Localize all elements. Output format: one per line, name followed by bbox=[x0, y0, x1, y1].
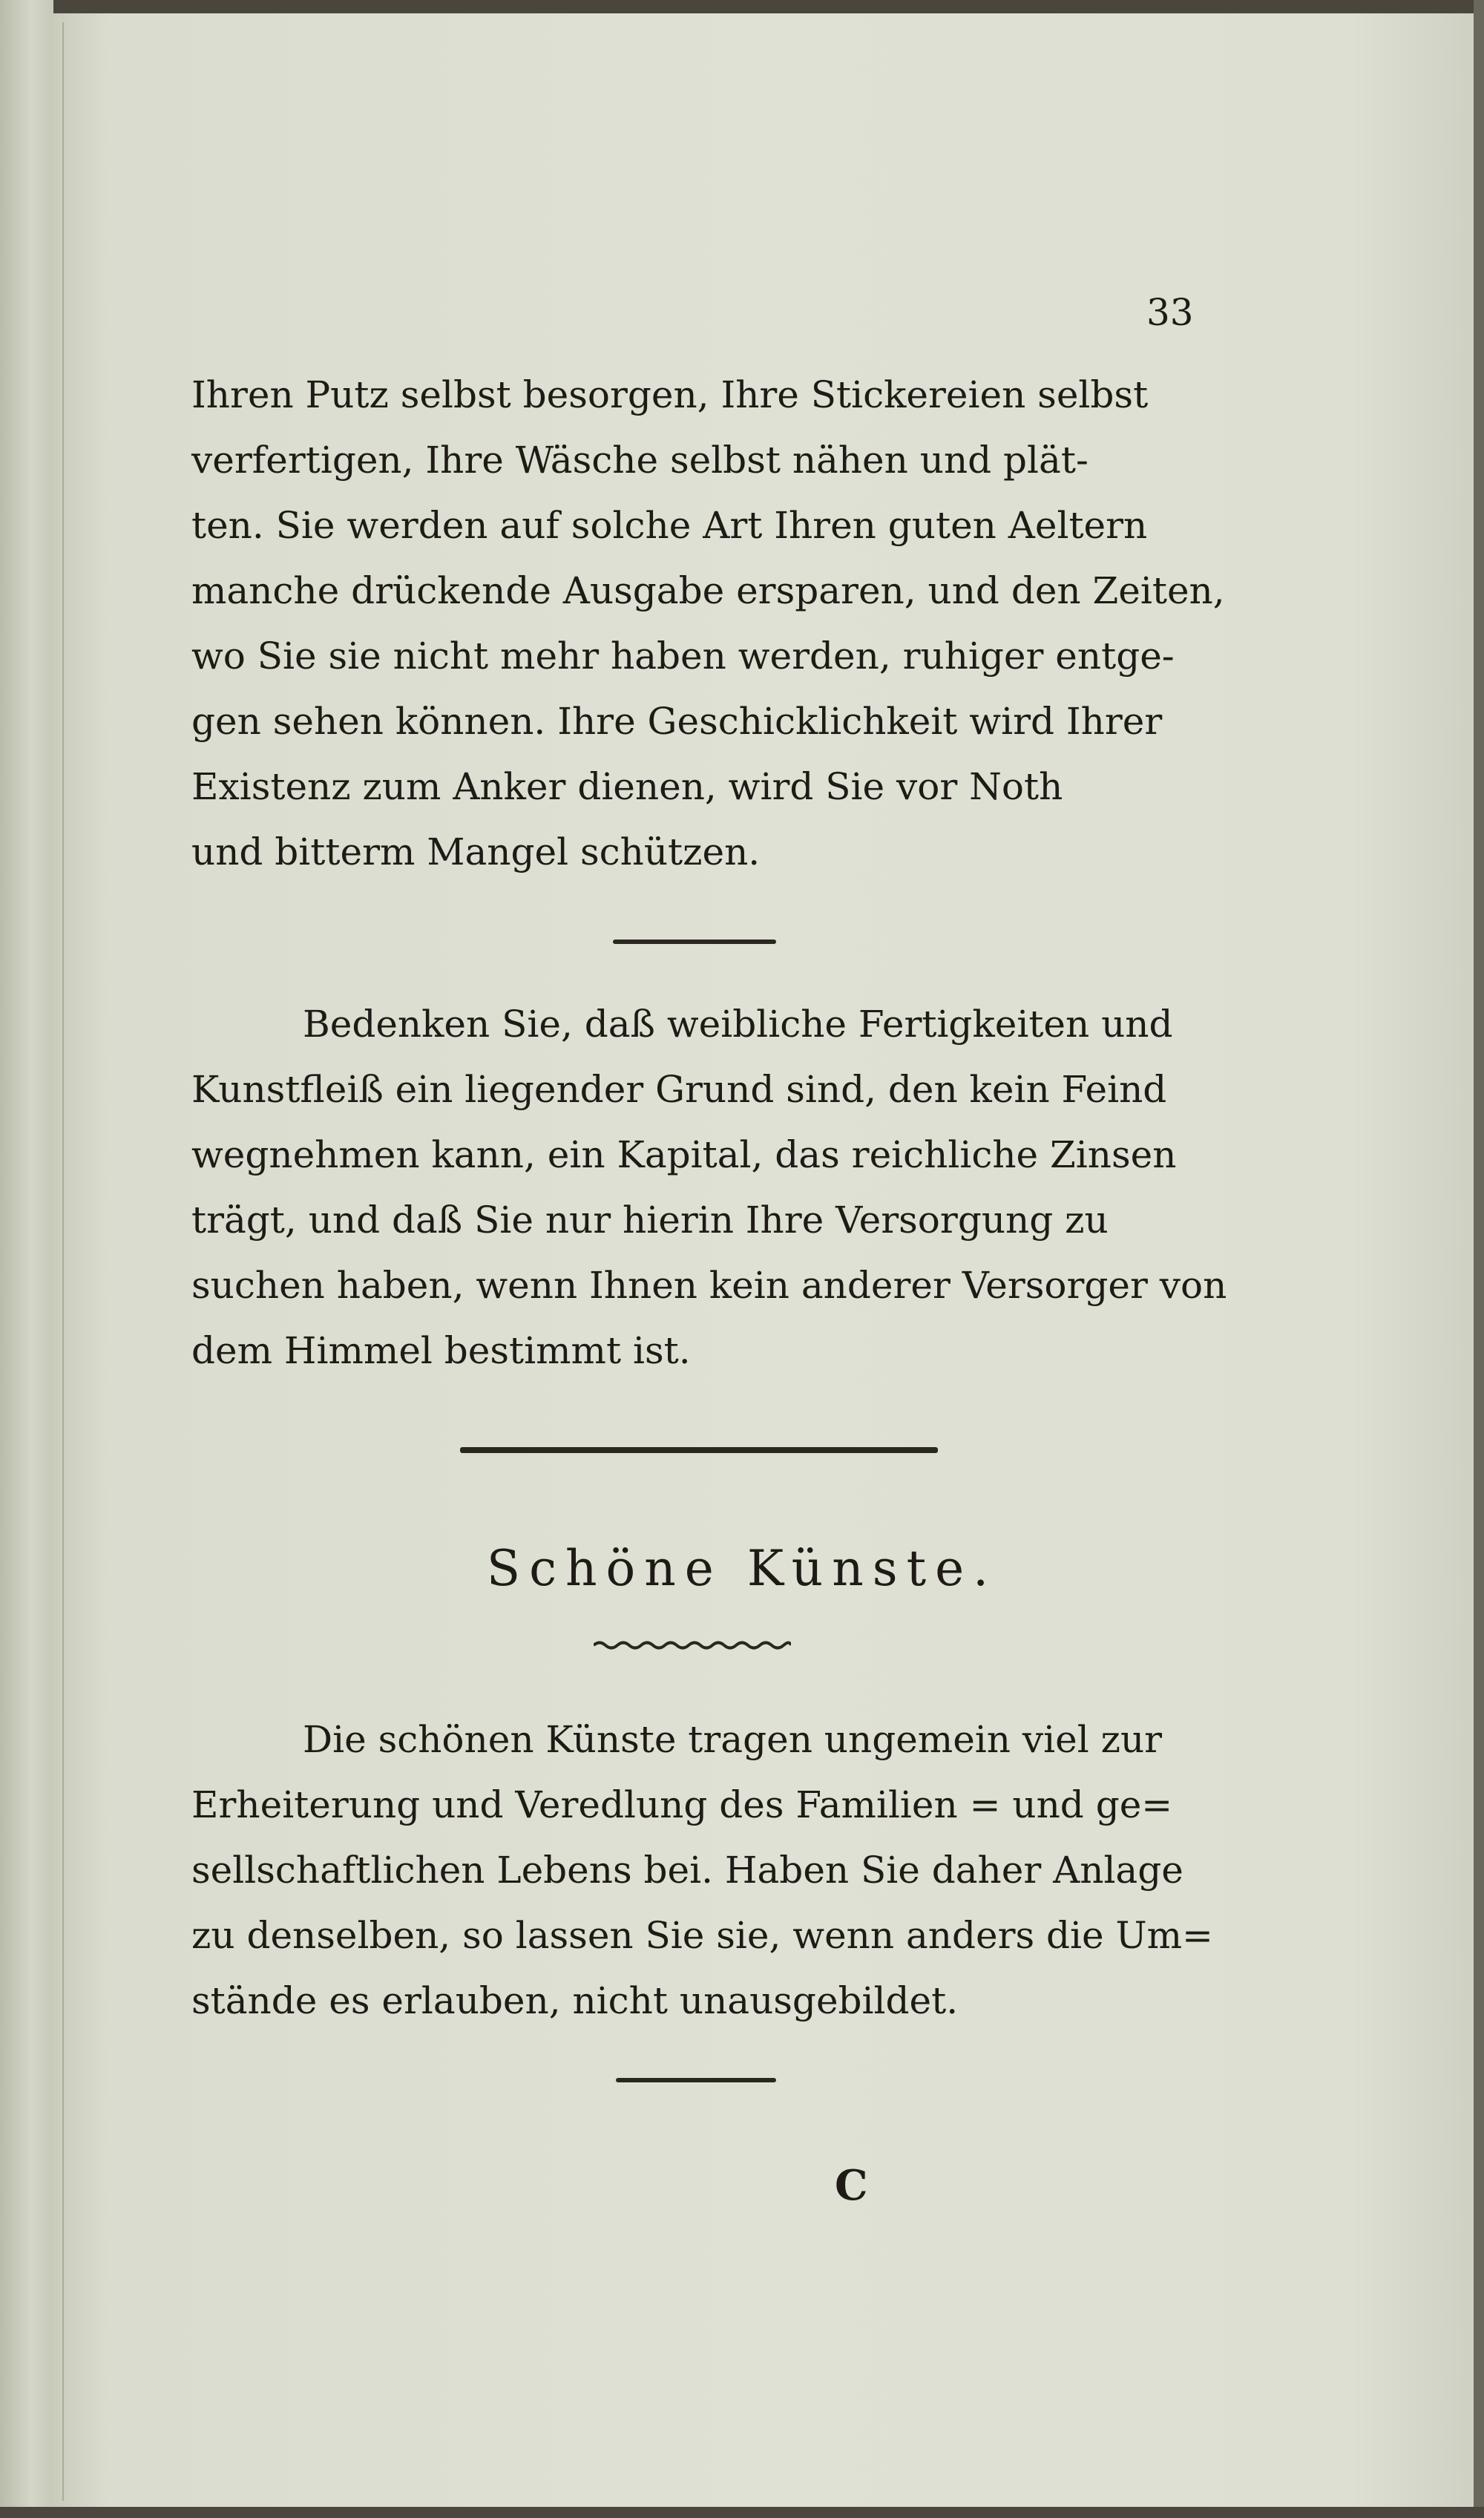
page-number: 33 bbox=[1146, 291, 1194, 334]
right-edge bbox=[1474, 0, 1484, 2518]
text-line: Erheiterung und Veredlung des Familien = und ge= bbox=[191, 1783, 1173, 1826]
section-divider bbox=[613, 940, 776, 944]
text-line: sellschaftlichen Lebens bei. Haben Sie daher Anlage bbox=[191, 1849, 1183, 1892]
text-line: verfertigen, Ihre Wäsche selbst nähen und plät- bbox=[191, 439, 1089, 482]
text-line: Bedenken Sie, daß weibliche Fertigkeiten und bbox=[303, 1003, 1173, 1046]
paragraph-2 bbox=[191, 991, 1227, 1383]
ornament-icon bbox=[594, 1640, 791, 1650]
gutter-line bbox=[62, 22, 64, 2501]
text-line: ten. Sie werden auf solche Art Ihren guten Aeltern bbox=[191, 504, 1148, 547]
text-line: dem Himmel bestimmt ist. bbox=[191, 1329, 691, 1372]
text-line: zu denselben, so lassen Sie sie, wenn anders die Um= bbox=[191, 1914, 1213, 1957]
text-line: trägt, und daß Sie nur hierin Ihre Versorgung zu bbox=[191, 1199, 1109, 1242]
text-line: wo Sie sie nicht mehr haben werden, ruhiger entge- bbox=[191, 635, 1175, 678]
book-gutter bbox=[0, 0, 53, 2518]
text-line: stände es erlauben, nicht unausgebildet. bbox=[191, 1979, 959, 2022]
text-line: manche drückende Ausgabe ersparen, und den Zeiten, bbox=[191, 569, 1225, 612]
signature-mark: C bbox=[835, 2161, 868, 2210]
text-line: suchen haben, wenn Ihnen kein anderer Versorger von bbox=[191, 1264, 1227, 1307]
top-edge bbox=[0, 0, 1484, 13]
text-line: und bitterm Mangel schützen. bbox=[191, 830, 761, 873]
text-line: Ihren Putz selbst besorgen, Ihre Stickereien selbst bbox=[191, 373, 1149, 416]
section-divider bbox=[616, 2078, 776, 2082]
paragraph-3 bbox=[191, 1707, 1213, 2033]
bottom-edge bbox=[0, 2507, 1484, 2518]
section-heading: Schöne Künste. bbox=[486, 1540, 998, 1597]
chapter-divider bbox=[460, 1447, 938, 1453]
paragraph-1 bbox=[191, 362, 1225, 885]
text-line: gen sehen können. Ihre Geschicklichkeit wird Ihrer bbox=[191, 700, 1163, 743]
text-line: wegnehmen kann, ein Kapital, das reichliche Zinsen bbox=[191, 1133, 1177, 1176]
text-line: Existenz zum Anker dienen, wird Sie vor Noth bbox=[191, 765, 1063, 808]
text-line: Die schönen Künste tragen ungemein viel zur bbox=[303, 1718, 1163, 1761]
text-line: Kunstfleiß ein liegender Grund sind, den kein Feind bbox=[191, 1068, 1167, 1111]
